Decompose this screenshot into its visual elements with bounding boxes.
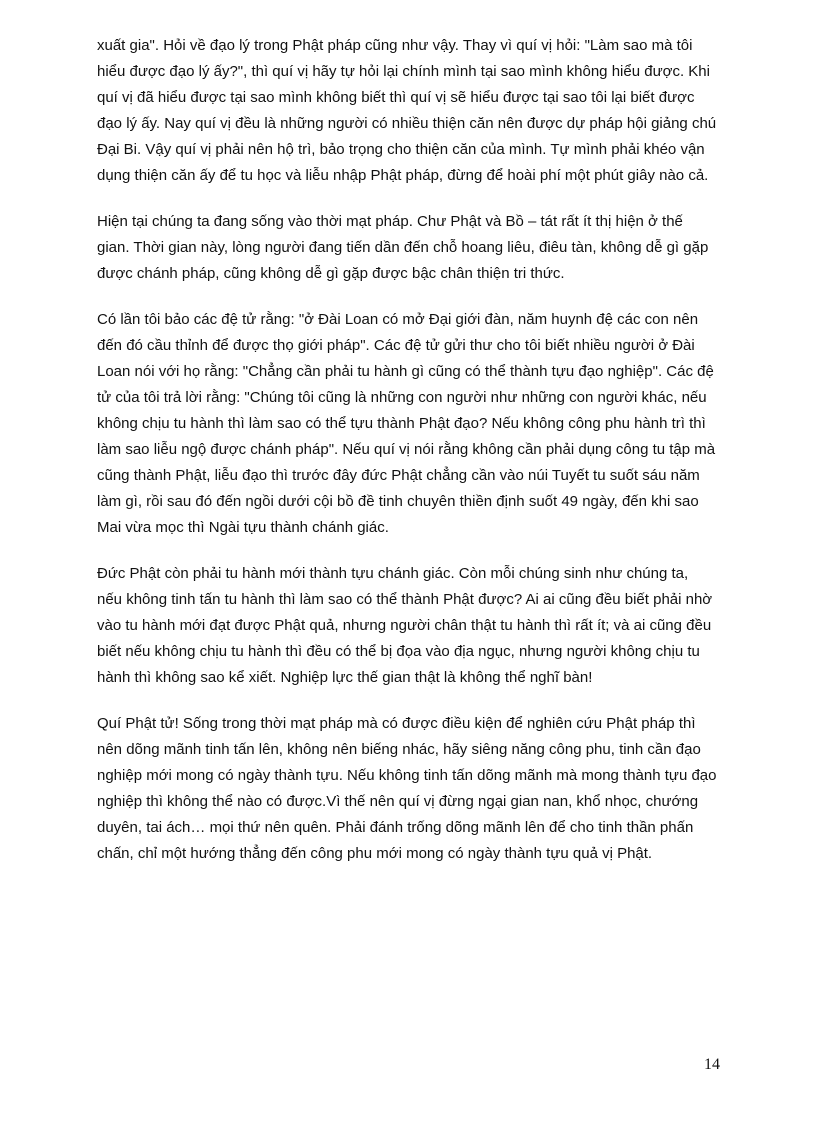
paragraph-4: Đức Phật còn phải tu hành mới thành tựu chánh giác. Còn mỗi chúng sinh như chúng ta, nếu không tinh tấn tu hành thì làm sao có thể thành Phật được? Ai ai cũng đều biết phải nhờ vào tu hành mới đạt được Phật quả, nhưng người chân thật tu hành thì rất ít; và ai cũng đều biết nếu không chịu tu hành thì đều có thể bị đọa vào địa ngục, nhưng người không chịu tu hành thì không sao kể xiết. Nghiệp lực thế gian thật là không thể nghĩ bàn!	[97, 565, 713, 686]
paragraph-3: Có lần tôi bảo các đệ tử rằng: "ở Đài Loan có mở Đại giới đàn, năm huynh đệ các con nên đến đó cầu thỉnh để được thọ giới pháp". Các đệ tử gửi thư cho tôi biết nhiều người ở Đài Loan nói với họ rằng: "Chẳng cần phải tu hành gì cũng có thể thành tựu đạo nghiệp". Các đệ tử của tôi trả lời rằng: "Chúng tôi cũng là những con người như những con người khác, nếu không chịu tu hành thì làm sao có thể tựu thành Phật đạo? Nếu không công phu hành trì thì làm sao liễu ngộ được chánh pháp". Nếu quí vị nói rằng không cần phải dụng công tu tập mà cũng thành Phật, liễu đạo thì trước đây đức Phật chẳng cần vào núi Tuyết tu suốt sáu năm làm gì, rồi sau đó đến ngồi dưới cội bồ đề tinh chuyên thiền định suốt 49 ngày, đến khi sao Mai vừa mọc thì Ngài tựu thành chánh giác.	[97, 311, 716, 536]
paragraph-1: xuất gia". Hỏi về đạo lý trong Phật pháp cũng như vậy. Thay vì quí vị hỏi: "Làm sao mà tôi hiểu được đạo lý ấy?", thì quí vị hãy tự hỏi lại chính mình tại sao mình không hiểu được. Khi quí vị đã hiểu được tại sao mình không biết thì quí vị sẽ hiểu được tại sao tôi lại biết được đạo lý ấy. Nay quí vị đều là những người có nhiều thiện căn nên được dự pháp hội giảng chú Đại Bi. Vậy quí vị phải nên hộ trì, bảo trọng cho thiện căn của mình. Tự mình phải khéo vận dụng thiện căn ấy để tu học và liễu nhập Phật pháp, đừng để hoài phí một phút giây nào cả.	[97, 37, 717, 184]
paragraph-5: Quí Phật tử! Sống trong thời mạt pháp mà có được điều kiện để nghiên cứu Phật pháp thì nên dõng mãnh tinh tấn lên, không nên biếng nhác, hãy siêng năng công phu, tinh cần đạo nghiệp mới mong có ngày thành tựu. Nếu không tinh tấn dõng mãnh mà mong thành tựu đạo nghiệp thì không thể nào có được.Vì thế nên quí vị đừng ngại gian nan, khổ nhọc, chướng duyên, tai ách… mọi thứ nên quên. Phải đánh trống dõng mãnh lên để cho tinh thần phấn chấn, chỉ một hướng thẳng đến công phu mới mong có ngày thành tựu quả vị Phật.	[97, 715, 717, 862]
page-number: 14	[704, 1056, 720, 1073]
paragraph-2: Hiện tại chúng ta đang sống vào thời mạt pháp. Chư Phật và Bồ – tát rất ít thị hiện ở thế gian. Thời gian này, lòng người đang tiến dần đến chỗ hoang liêu, điêu tàn, không dễ gì gặp được chánh pháp, cũng không dễ gì gặp được bậc chân thiện tri thức.	[97, 213, 709, 282]
body-text	[97, 33, 717, 887]
